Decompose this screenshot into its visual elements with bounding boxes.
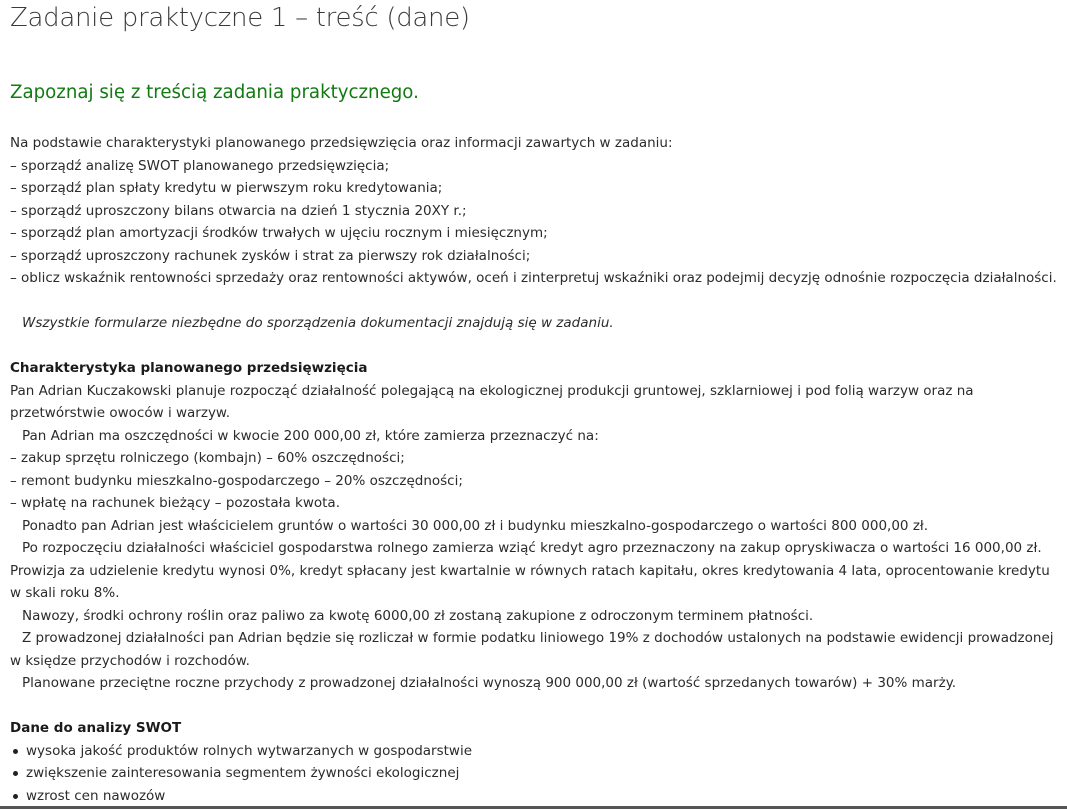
task-content — [10, 132, 1062, 807]
spacer — [10, 335, 1062, 358]
swot-item: zwiększenie zainteresowania segmentem żywności ekologicznej — [10, 762, 1062, 785]
characteristics-paragraph: Pan Adrian ma oszczędności w kwocie 200 000,00 zł, które zamierza przeznaczyć na: — [22, 427, 599, 444]
characteristics-paragraph: Ponadto pan Adrian jest właścicielem gruntów o wartości 30 000,00 zł i budynku mieszkalno-gospodarczego o wartości 800 000,00 zł. — [22, 517, 929, 534]
intro-item: – sporządź uproszczony rachunek zysków i strat za pierwszy rok działalności; — [10, 247, 531, 264]
intro-item: – sporządź analizę SWOT planowanego przedsięwzięcia; — [10, 157, 390, 174]
characteristics-paragraph: Z prowadzonej działalności pan Adrian będzie się rozliczał w formie podatku liniowego 19% z dochodów ustalonych na podstawie ewidencji prowadzonej w księdze przychodów i rozchodów. — [10, 630, 1054, 669]
page-title: Zadanie praktyczne 1 – treść (dane) — [10, 3, 470, 33]
forms-note: Wszystkie formularze niezbędne do sporządzenia dokumentacji znajdują się w zadaniu. — [22, 315, 614, 331]
characteristics-paragraph: Prowizja za udzielenie kredytu wynosi 0%, kredyt spłacany jest kwartalnie w równych ratach kapitału, okres kredytowania 4 lata, oprocentowanie kredytu w skali roku 8%. — [10, 562, 1050, 601]
spacer — [10, 290, 1062, 313]
characteristics-paragraph: Planowane przeciętne roczne przychody z prowadzonej działalności wynoszą 900 000,00 zł (wartość sprzedanych towarów) + 30% marży. — [22, 675, 957, 691]
intro-item: – sporządź uproszczony bilans otwarcia na dzień 1 stycznia 20XY r.; — [10, 202, 467, 219]
savings-item: – remont budynku mieszkalno-gospodarczego – 20% oszczędności; — [10, 472, 463, 489]
swot-heading: Dane do analizy SWOT — [10, 720, 182, 736]
characteristics-paragraph: Po rozpoczęciu działalności właściciel gospodarstwa rolnego zamierza wziąć kredyt agro przeznaczony na zakup opryskiwacza o wartości 16 000,00 zł. — [22, 540, 1042, 556]
swot-item: wzrost cen nawozów — [10, 785, 1062, 808]
spacer — [10, 695, 1062, 718]
characteristics-heading: Charakterystyka planowanego przedsięwzięcia — [10, 360, 368, 376]
swot-list — [10, 740, 1062, 808]
intro-lead: Na podstawie charakterystyki planowanego przedsięwzięcia oraz informacji zawartych w zadaniu: — [10, 135, 673, 151]
swot-item: wysoka jakość produktów rolnych wytwarzanych w gospodarstwie — [10, 740, 1062, 763]
page-subtitle: Zapoznaj się z treścią zadania praktycznego. — [10, 82, 419, 103]
savings-item: – wpłatę na rachunek bieżący – pozostała kwota. — [10, 495, 340, 511]
intro-item: – sporządź plan amortyzacji środków trwałych w ujęciu rocznym i miesięcznym; — [10, 225, 548, 241]
intro-item: – oblicz wskaźnik rentowności sprzedaży oraz rentowności aktywów, oceń i zinterpretuj wskaźniki oraz podejmij decyzję odnośnie rozpoczęcia działalności. — [10, 270, 1057, 286]
intro-item: – sporządź plan spłaty kredytu w pierwszym roku kredytowania; — [10, 180, 443, 196]
savings-item: – zakup sprzętu rolniczego (kombajn) – 60% oszczędności; — [10, 450, 405, 466]
characteristics-paragraph: Nawozy, środki ochrony roślin oraz paliwo za kwotę 6000,00 zł zostaną zakupione z odroczonym terminem płatności. — [22, 607, 814, 624]
characteristics-paragraph: Pan Adrian Kuczakowski planuje rozpocząć działalność polegającą na ekologicznej produkcji gruntowej, szklarniowej i pod folią warzyw oraz na przetwórstwie owoców i warzyw. — [10, 382, 974, 421]
